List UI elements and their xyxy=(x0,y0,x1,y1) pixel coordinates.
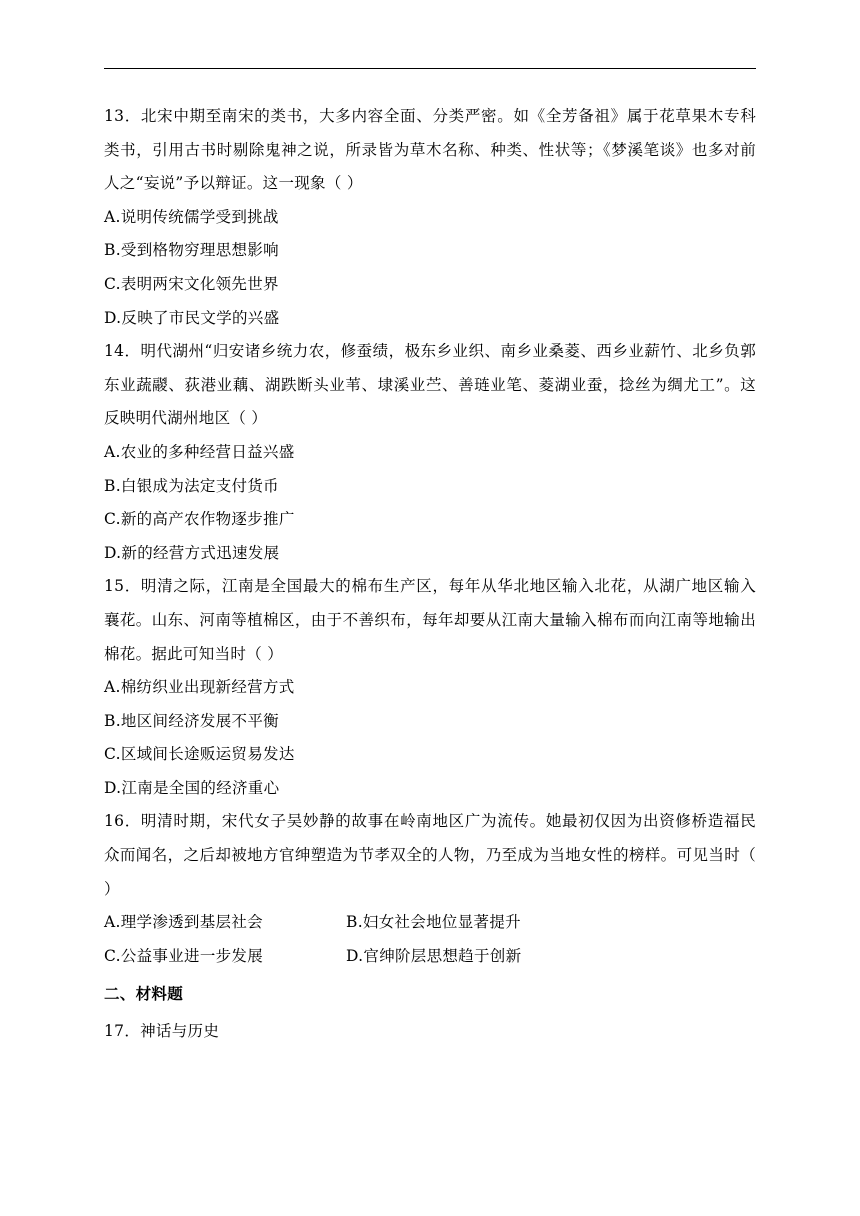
question-15 xyxy=(104,570,756,805)
option-c[interactable]: C.新的高产农作物逐步推广 xyxy=(104,510,295,529)
option-a[interactable]: A.说明传统儒学受到挑战 xyxy=(104,207,279,226)
question-stem xyxy=(104,805,756,906)
question-title: 神话与历史 xyxy=(140,1022,220,1041)
question-stem xyxy=(104,570,756,671)
option-d[interactable]: D.反映了市民文学的兴盛 xyxy=(104,308,280,327)
question-17 xyxy=(104,1015,756,1049)
question-number: 15． xyxy=(104,577,141,596)
option-a[interactable]: A.棉纺织业出现新经营方式 xyxy=(104,678,295,697)
option-c[interactable]: C.表明两宋文化领先世界 xyxy=(104,274,279,293)
option-d[interactable]: D.江南是全国的经济重心 xyxy=(104,778,280,797)
question-stem xyxy=(104,100,756,201)
option-d[interactable]: D.官绅阶层思想趋于创新 xyxy=(346,946,522,965)
question-13 xyxy=(104,100,756,335)
question-14 xyxy=(104,335,756,570)
question-list xyxy=(104,100,756,1049)
question-number: 16． xyxy=(104,812,141,831)
question-text: 北宋中期至南宋的类书，大多内容全面、分类严密。如《全芳备祖》属于花草果木专科类书，引用古书时剔除鬼神之说，所录皆为草木名称、种类、性状等；《梦溪笔谈》也多对前人之“妄说”予以辩证。这一现象（ ） xyxy=(104,107,756,193)
header-rule xyxy=(104,68,756,69)
question-text: 明清时期，宋代女子吴妙静的故事在岭南地区广为流传。她最初仅因为出资修桥造福民众而闻名，之后却被地方官绅塑造为节孝双全的人物，乃至成为当地女性的榜样。可见当时（ ） xyxy=(104,812,756,898)
question-number: 14． xyxy=(104,342,141,361)
option-row xyxy=(104,940,756,974)
question-text: 明清之际，江南是全国最大的棉布生产区，每年从华北地区输入北花，从湖广地区输入襄花。山东、河南等植棉区，由于不善织布，每年却要从江南大量输入棉布而向江南等地输出棉花。据此可知当时（ ） xyxy=(104,577,756,663)
section-title: 二、材料题 xyxy=(104,985,184,1004)
question-text: 明代湖州“归安诸乡统力农，修蚕绩，极东乡业织、南乡业桑菱、西乡业薪竹、北乡负郭东业蔬鬷、荻港业藕、湖跌断头业苇、埭溪业苎、善琏业笔、菱湖业蚕，捻丝为绸尤工”。这反映明代湖州地区（ ） xyxy=(104,342,756,428)
option-a[interactable]: A.农业的多种经营日益兴盛 xyxy=(104,442,295,461)
option-b[interactable]: B.白银成为法定支付货币 xyxy=(104,476,279,495)
question-number: 13． xyxy=(104,107,141,125)
option-a[interactable]: A.理学渗透到基层社会 xyxy=(104,913,263,932)
option-c[interactable]: C.公益事业进一步发展 xyxy=(104,946,264,965)
option-d[interactable]: D.新的经营方式迅速发展 xyxy=(104,543,280,562)
question-stem xyxy=(104,335,756,436)
option-c[interactable]: C.区域间长途贩运贸易发达 xyxy=(104,745,295,764)
option-b[interactable]: B.受到格物穷理思想影响 xyxy=(104,241,279,260)
question-16 xyxy=(104,805,756,973)
option-row xyxy=(104,906,756,940)
option-b[interactable]: B.妇女社会地位显著提升 xyxy=(346,913,521,932)
option-b[interactable]: B.地区间经济发展不平衡 xyxy=(104,711,279,730)
question-number: 17． xyxy=(104,1022,141,1041)
